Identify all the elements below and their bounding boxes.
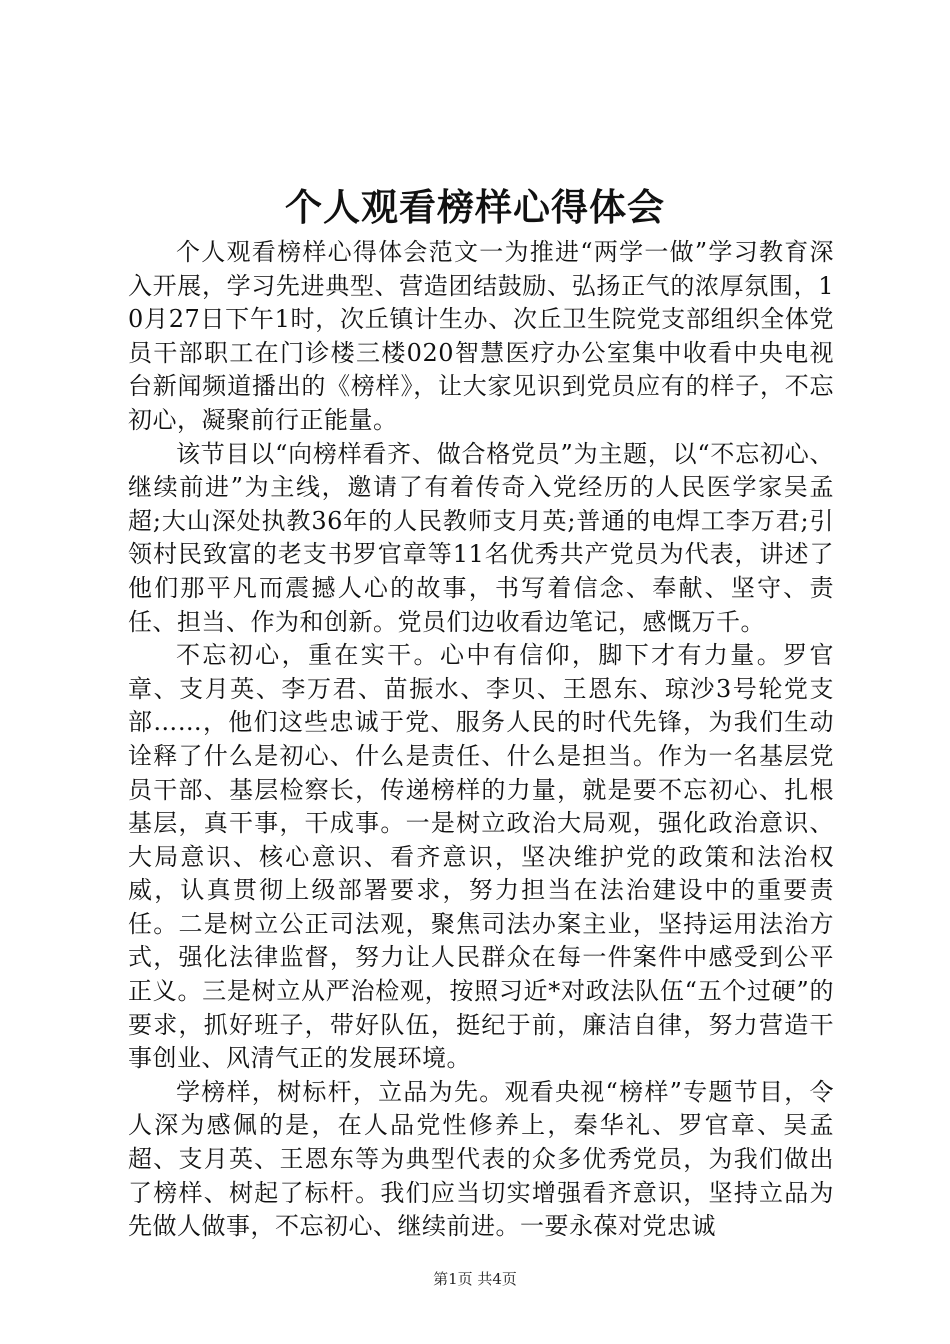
document-title: 个人观看榜样心得体会 [285,186,665,229]
page-footer: 第1页 共4页 [433,1270,517,1288]
paragraph: 不忘初心，重在实干。心中有信仰，脚下才有力量。罗官章、支月英、李万君、苗振水、李贝、王恩东、琼沙3号轮党支部……，他们这些忠诚于党、服务人民的时代先锋，为我们生动诠释了什么是初心、什么是责任、什么是担当。作为一名基层党员干部、基层检察长，传递榜样的力量，就是要不忘初心、扎根基层，真干事，干成事。一是树立政治大局观，强化政治意识、大局意识、核心意识、看齐意识，坚决维护党的政策和法治权威，认真贯彻上级部署要求，努力担当在法治建设中的重要责任。二是树立公正司法观，聚焦司法办案主业，坚持运用法治方式，强化法律监督，努力让人民群众在每一件案件中感受到公平正义。三是树立从严治检观，按照习近*对政法队伍“五个过硬”的要求，抓好班子，带好队伍，挺纪于前，廉洁自律，努力营造干事创业、风清气正的发展环境。 [128,641,834,1073]
document-body [128,236,834,1244]
paragraph: 学榜样，树标杆，立品为先。观看央视“榜样”专题节目，令人深为感佩的是，在人品党性修养上，秦华礼、罗官章、吴孟超、支月英、王恩东等为典型代表的众多优秀党员，为我们做出了榜样、树起了标杆。我们应当切实增强看齐意识，坚持立品为先做人做事，不忘初心、继续前进。一要永葆对党忠诚 [128,1077,834,1241]
paragraph: 该节目以“向榜样看齐、做合格党员”为主题，以“不忘初心、继续前进”为主线，邀请了有着传奇入党经历的人民医学家吴孟超;大山深处执教36年的人民教师支月英;普通的电焊工李万君;引领村民致富的老支书罗官章等11名优秀共产党员为代表，讲述了他们那平凡而震撼人心的故事，书写着信念、奉献、坚守、责任、担当、作为和创新。党员们边收看边笔记，感慨万千。 [128,439,834,636]
paragraph: 个人观看榜样心得体会范文一为推进“两学一做”学习教育深入开展，学习先进典型、营造团结鼓励、弘扬正气的浓厚氛围，10月27日下午1时，次丘镇计生办、次丘卫生院党支部组织全体党员干部职工在门诊楼三楼020智慧医疗办公室集中收看中央电视台新闻频道播出的《榜样》，让大家见识到党员应有的样子，不忘初心，凝聚前行正能量。 [128,238,834,434]
